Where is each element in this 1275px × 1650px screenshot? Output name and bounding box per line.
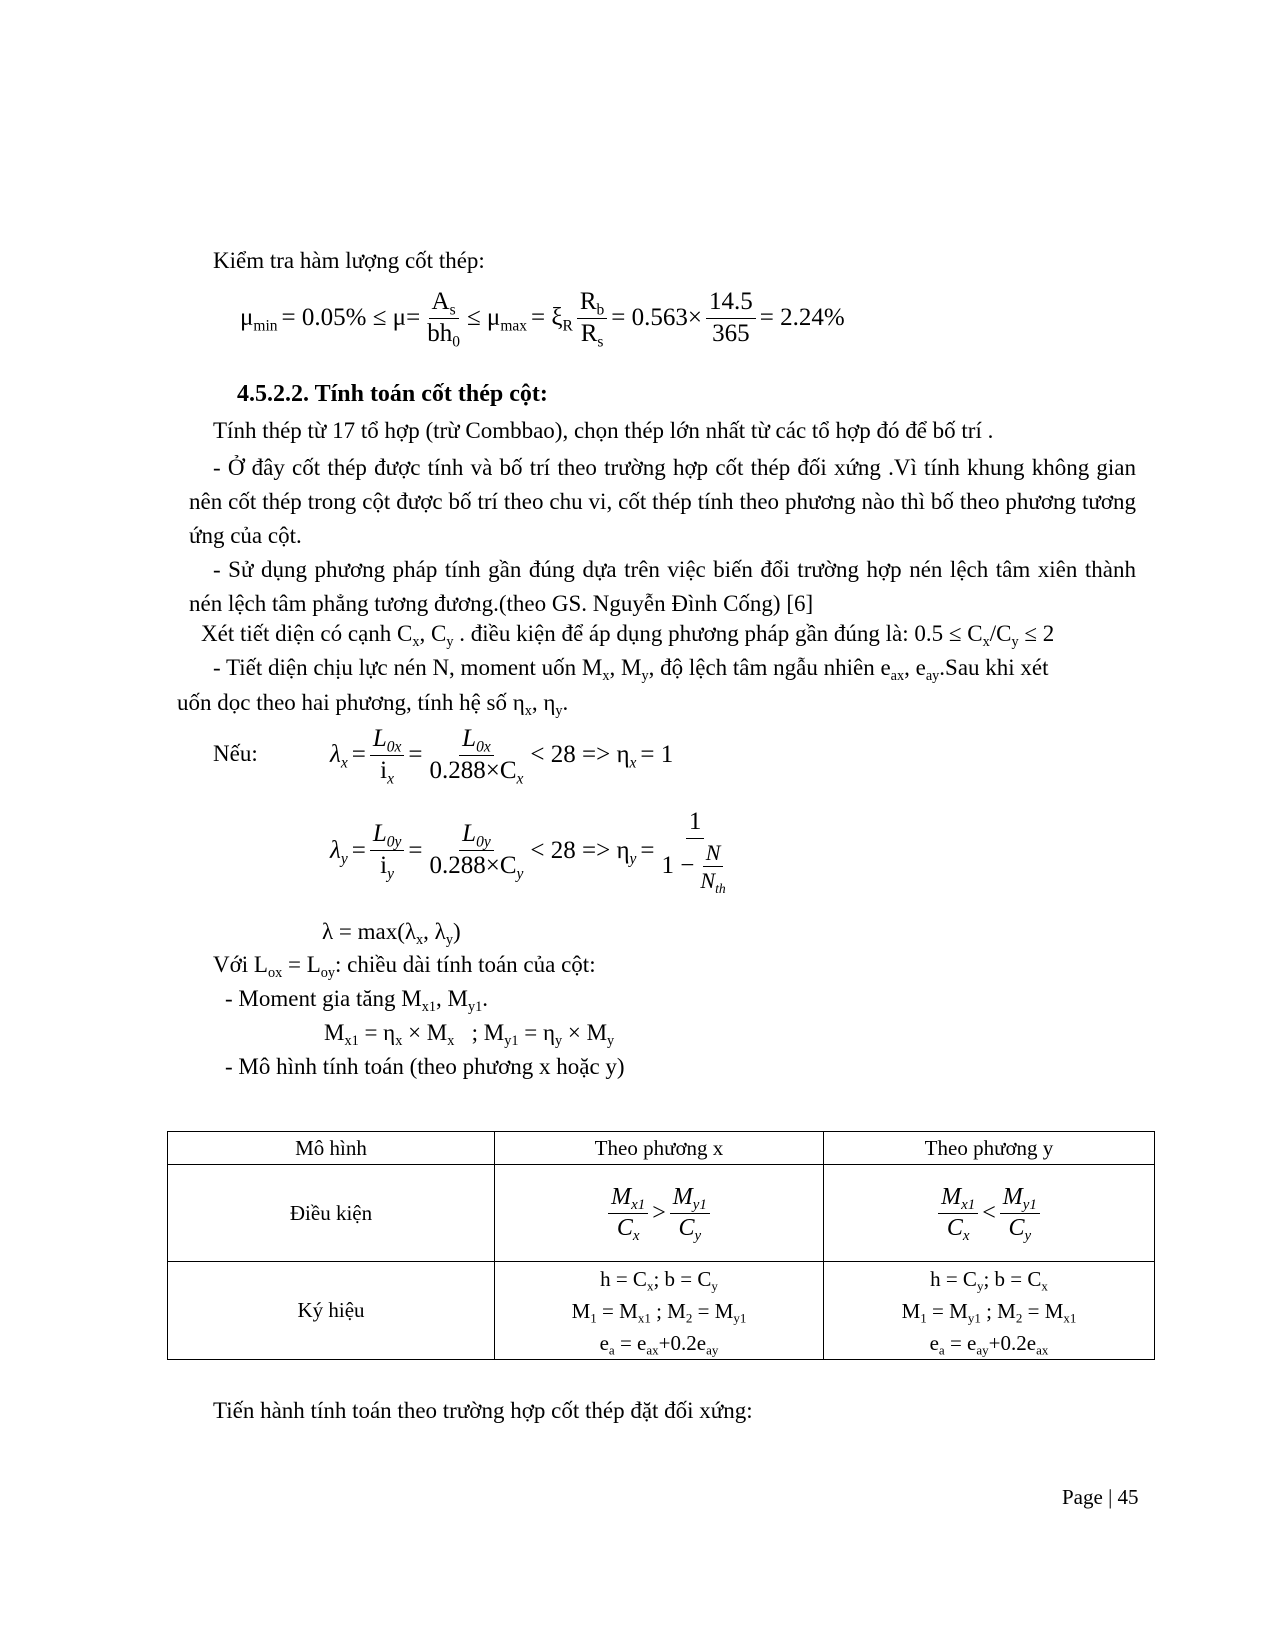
model-table <box>167 1131 1155 1360</box>
intro-text: Kiểm tra hàm lượng cốt thép: <box>213 248 485 273</box>
moment-formula: $M_{x1} = \eta_x \times M_x$ ; $M_{y1} = \eta_y \times M_y$ <box>324 1020 615 1049</box>
effective-length-line: Với $L_{ox} = L_{oy}$: chiều dài tính toán của cột: <box>213 952 596 981</box>
header-direction-x: Theo phương x <box>495 1132 824 1165</box>
formula-lambda-y: $\lambda_y$ = $\frac{L_{0y}}{i_y}$ = $\frac{L_{0y}}{0.288\times C_y}$ < $28 => \eta_y$ = 1 1 − $\frac{N}{N_{th}}$ <box>330 808 732 893</box>
closing-text: Tiến hành tính toán theo trường hợp cốt thép đặt đối xứng: <box>213 1398 753 1423</box>
formula-reinforcement-ratio: $\mu_{min}$ = 0.05% ≤ μ= $\frac{A_s}{bh_0}$ ≤ $\mu_{max}$ = $\xi_R$ $\frac{R_b}{R_s}$ = 0.563× $\frac{14.5}{365}$ = 2.24% <box>240 288 845 351</box>
paragraph-4: Xét tiết diện có cạnh $C_x$, $C_y$ . điều kiện để áp dụng phương pháp gần đúng là: $0.5 \le C_x/C_y \le 2$ <box>201 621 1055 650</box>
symbol-y: $h = C_y$; $b = C_x$ $M_1 = M_{y1}$ ; $M_2 = M_{x1}$ $e_a = e_{ay}+0.2e_{ax}$ <box>824 1262 1155 1360</box>
table-row-condition <box>168 1165 1155 1262</box>
paragraph-2: - Ở đây cốt thép được tính và bố trí theo trường hợp cốt thép đối xứng .Vì tính khung không gian nên cốt thép trong cột được bố trí theo chu vi, cốt thép tính theo phương nào thì bố theo phương tương ứng của cột. <box>189 455 1136 548</box>
formula-lambda-x: $\lambda_x$ = $\frac{L_{0x}}{i_x}$ = $\frac{L_{0x}}{0.288\times C_x}$ < $28 => \eta_x$ = 1 <box>330 725 674 788</box>
fraction-as-bh0: $\frac{A_s}{bh_0}$ <box>427 288 460 351</box>
paragraph-1: Tính thép từ 17 tổ hợp (trừ Combbao), chọn thép lớn nhất từ các tổ hợp đó để bố trí . <box>213 418 994 443</box>
model-line: - Mô hình tính toán (theo phương x hoặc y) <box>225 1054 625 1079</box>
table-header-row <box>168 1132 1155 1165</box>
header-model: Mô hình <box>168 1132 495 1165</box>
lambda-max: $\lambda = \max(\lambda_x$, $\lambda_y$) <box>322 919 461 948</box>
header-direction-y: Theo phương y <box>824 1132 1155 1165</box>
page-number: Page | 45 <box>1062 1485 1139 1509</box>
symbol-x: $h = C_x$; $b = C_y$ $M_1 = M_{x1}$ ; $M_2 = M_{y1}$ $e_a = e_{ax}+0.2e_{ay}$ <box>495 1262 824 1360</box>
condition-x: $\frac{M_{x1}}{C_x}$ > $\frac{M_{y1}}{C_y}$ <box>495 1165 824 1262</box>
paragraph-3: - Sử dụng phương pháp tính gần đúng dựa trên việc biến đổi trường hợp nén lệch tâm xiên thành nén lệch tâm phẳng tương đương.(theo GS. Nguyễn Đình Cống) [6] <box>189 557 1136 616</box>
condition-y: $\frac{M_{x1}}{C_x}$ < $\frac{M_{y1}}{C_y}$ <box>824 1165 1155 1262</box>
paragraph-5-line-2: uốn dọc theo hai phương, tính hệ số $\eta_x$, $\eta_y$. <box>177 690 569 719</box>
section-heading: 4.5.2.2. Tính toán cốt thép cột: <box>237 381 548 407</box>
if-label: Nếu: <box>213 741 258 766</box>
fraction-strength: $\frac{14.5}{365}$ <box>706 288 756 349</box>
table-row-symbol <box>168 1262 1155 1360</box>
condition-label: Điều kiện <box>168 1165 495 1262</box>
fraction-eta-y: 1 1 − $\frac{N}{N_{th}}$ <box>661 808 726 896</box>
moment-increase-line: - Moment gia tăng $M_{x1}$, $M_{y1}$. <box>225 986 488 1015</box>
symbol-label: Ký hiệu <box>168 1262 495 1360</box>
paragraph-5-line-1: - Tiết diện chịu lực nén N, moment uốn $M_x$, $M_y$, độ lệch tâm ngẫu nhiên $e_{ax}$, $e_{ay}.Sau$ khi xét <box>213 655 1049 684</box>
fraction-rb-rs: $\frac{R_b}{R_s}$ <box>577 288 607 349</box>
